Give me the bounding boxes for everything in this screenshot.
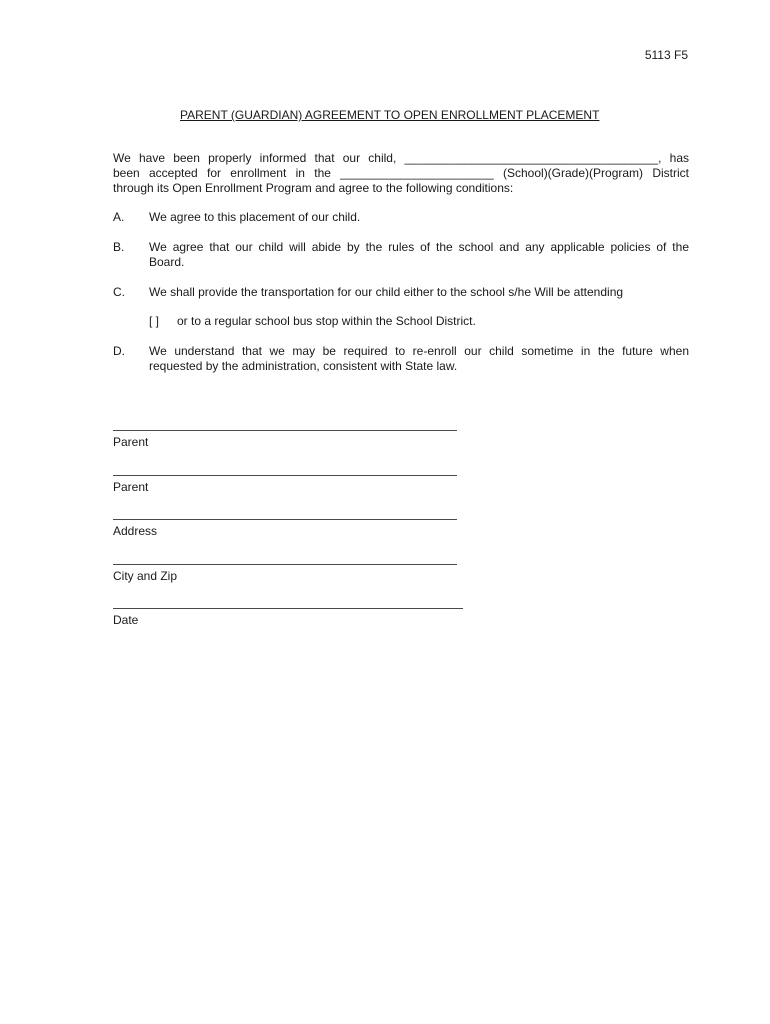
signature-field-parent-1 <box>113 430 457 450</box>
intro-line-2: been accepted for enrollment in the _______________________ (School)(Grade)(Program) District <box>113 166 689 180</box>
address-line[interactable] <box>113 519 457 520</box>
condition-letter: D. <box>113 344 125 358</box>
signature-field-address <box>113 519 457 539</box>
date-line[interactable] <box>113 608 463 609</box>
condition-text <box>149 210 689 225</box>
condition-text <box>149 285 689 300</box>
condition-letter: C. <box>113 285 125 299</box>
field-label: Parent <box>113 480 149 494</box>
signature-field-city-zip <box>113 564 457 584</box>
condition-text <box>149 344 689 374</box>
intro-paragraph <box>113 151 689 196</box>
signature-field-date <box>113 608 463 628</box>
condition-line: requested by the administration, consistent with State law. <box>149 359 458 373</box>
condition-letter: B. <box>113 240 125 254</box>
condition-text <box>149 240 689 270</box>
city-zip-line[interactable] <box>113 564 457 565</box>
condition-line: We understand that we may be required to re-enroll our child sometime in the future when <box>149 344 689 358</box>
parent-signature-line[interactable] <box>113 475 457 476</box>
condition-line: Board. <box>149 255 185 269</box>
condition-letter: A. <box>113 210 125 224</box>
signature-field-parent-2 <box>113 475 457 495</box>
condition-line: We agree to this placement of our child. <box>149 210 361 224</box>
field-label: Address <box>113 524 158 538</box>
option-checkbox[interactable]: [ ] <box>149 314 160 328</box>
condition-line: We agree that our child will abide by the rules of the school and any applicable policies of the <box>149 240 689 254</box>
parent-signature-line[interactable] <box>113 430 457 431</box>
field-label: Date <box>113 613 139 627</box>
transport-option <box>149 314 476 329</box>
intro-line-3: through its Open Enrollment Program and agree to the following conditions: <box>113 181 514 195</box>
page-title: PARENT (GUARDIAN) AGREEMENT TO OPEN ENROLLMENT PLACEMENT <box>180 108 600 122</box>
condition-line: We shall provide the transportation for our child either to the school s/he Will be attending <box>149 285 624 299</box>
intro-line-1: We have been properly informed that our child, ______________________________________, has <box>113 151 689 165</box>
field-label: City and Zip <box>113 569 178 583</box>
field-label: Parent <box>113 435 149 449</box>
option-text: or to a regular school bus stop within the School District. <box>177 314 476 328</box>
form-number: 5113 F5 <box>644 48 688 62</box>
